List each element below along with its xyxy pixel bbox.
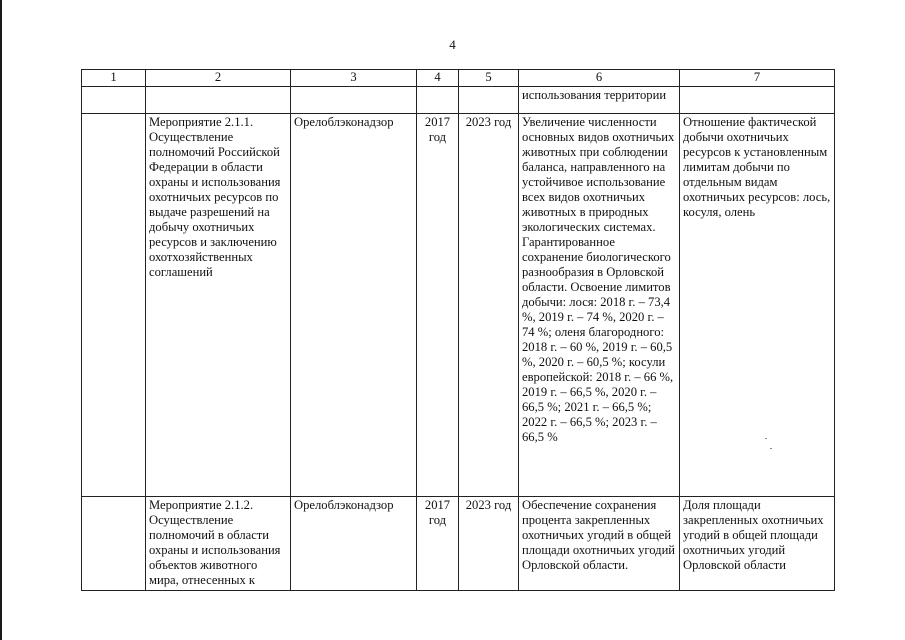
header-col-7: 7 <box>680 70 835 87</box>
page-left-edge <box>0 0 2 640</box>
table-row <box>82 114 835 497</box>
end-year-cell: 2023 год <box>459 497 519 591</box>
expected-result-cell: Увеличение численности основных видов охотничьих животных при соблюдении баланса, направленного на устойчивое использование всех видов охотничьих животных в природных экологических системах. Гарантированное сохранение биологического разнообразия в Орловской области. Освоение лимитов добычи: лося: 2018 г. – 73,4 %, 2019 г. – 74 %, 2020 г. – 74 %; оленя благородного: 2018 г. – 60 %, 2019 г. – 60,5 %, 2020 г. – 60,5 %; косули европейской: 2018 г. – 66 %, 2019 г. – 66,5 %, 2020 г. – 66,5 %; 2021 г. – 66,5 %; 2022 г. – 66,5 %; 2023 г. – 66,5 % <box>519 114 680 497</box>
header-col-5: 5 <box>459 70 519 87</box>
header-col-1: 1 <box>82 70 146 87</box>
page-number: 4 <box>449 37 456 52</box>
row-number-cell <box>82 497 146 591</box>
expected-result-cell: Обеспечение сохранения процента закрепленных охотничьих угодий в общей площади охотничьих угодий Орловской области. <box>519 497 680 591</box>
start-year-cell: 2017 год <box>417 114 459 497</box>
executor-cell: Орелоблэконадзор <box>291 497 417 591</box>
start-year-cell <box>417 87 459 114</box>
indicator-cell: Отношение фактической добычи охотничьих ресурсов к установленным лимитам добычи по отдельным видам охотничьих ресурсов: лось, косуля, олень <box>680 114 835 497</box>
expected-result-cell: использования территории <box>519 87 680 114</box>
header-col-2: 2 <box>146 70 291 87</box>
table-row <box>82 87 835 114</box>
indicator-cell <box>680 87 835 114</box>
table-row <box>82 497 835 591</box>
activity-cell: Мероприятие 2.1.2. Осуществление полномочий в области охраны и использования объектов животного мира, отнесенных к <box>146 497 291 591</box>
executor-cell <box>291 87 417 114</box>
header-col-4: 4 <box>417 70 459 87</box>
activity-cell: Мероприятие 2.1.1. Осуществление полномочий Российской Федерации в области охраны и использования охотничьих ресурсов по выдаче разрешений на добычу охотничьих ресурсов и заключению охотхозяйственных соглашений <box>146 114 291 497</box>
activity-cell <box>146 87 291 114</box>
header-col-6: 6 <box>519 70 680 87</box>
executor-cell: Орелоблэконадзор <box>291 114 417 497</box>
program-table <box>81 69 835 591</box>
indicator-cell: Доля площади закрепленных охотничьих угодий в общей площади охотничьих угодий Орловской области <box>680 497 835 591</box>
scan-speck <box>765 438 767 439</box>
scan-speck <box>770 448 772 449</box>
header-col-3: 3 <box>291 70 417 87</box>
start-year-cell: 2017 год <box>417 497 459 591</box>
end-year-cell: 2023 год <box>459 114 519 497</box>
end-year-cell <box>459 87 519 114</box>
row-number-cell <box>82 114 146 497</box>
row-number-cell <box>82 87 146 114</box>
header-row <box>82 70 835 87</box>
